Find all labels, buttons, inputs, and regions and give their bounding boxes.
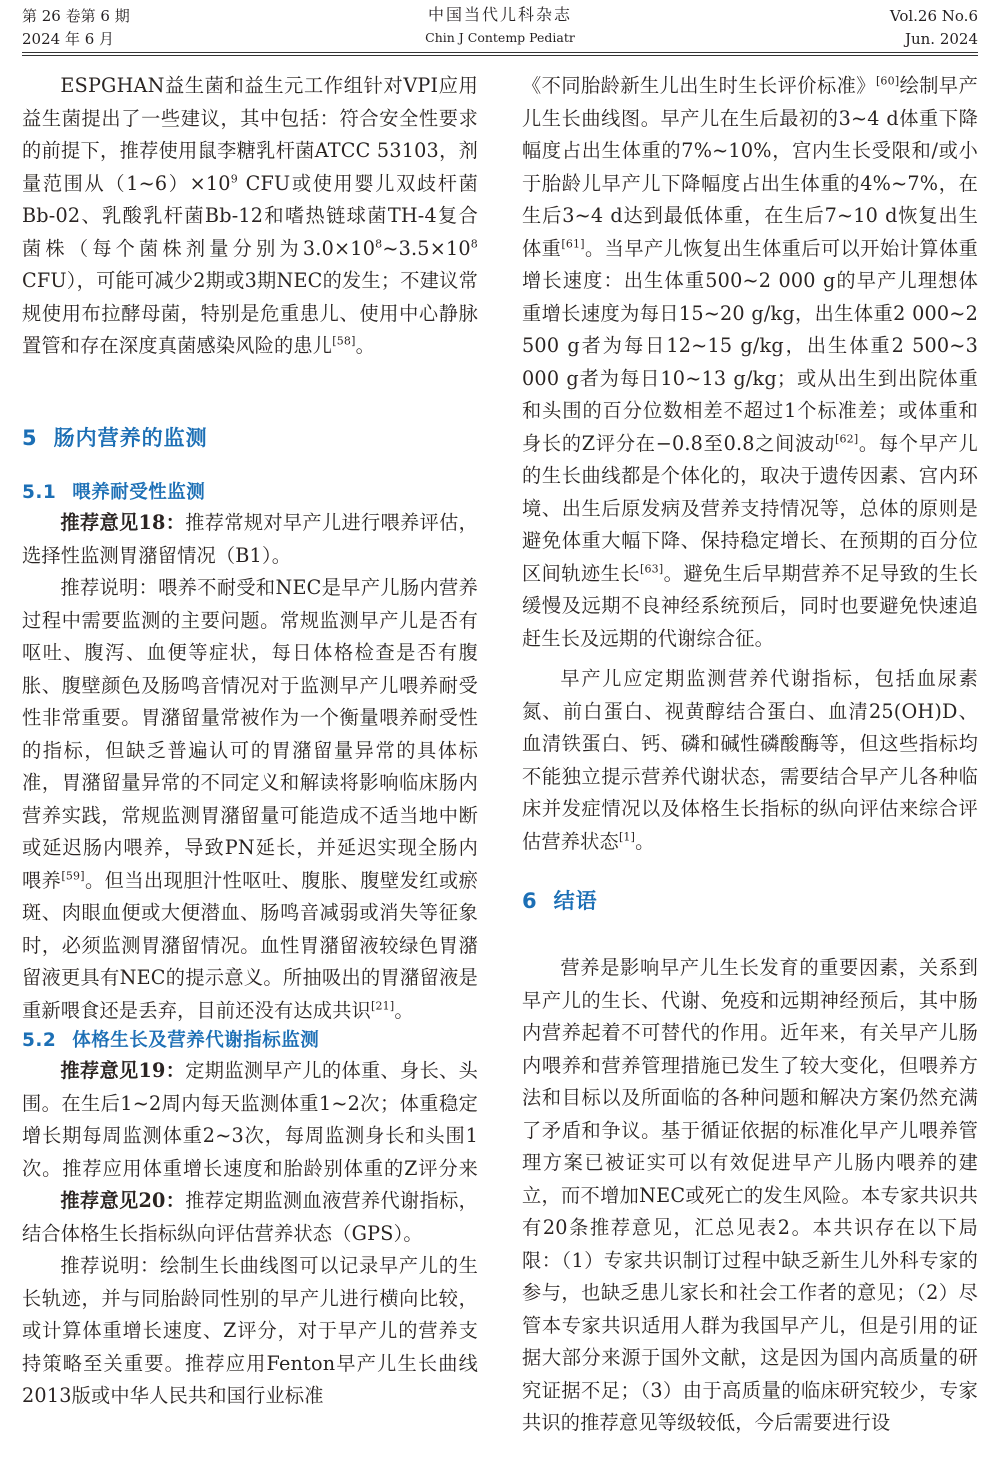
- exponent: 9: [230, 172, 238, 186]
- paragraph-feeding-tolerance: 推荐说明：喂养不耐受和NEC是早产儿肠内营养过程中需要监测的主要问题。常规监测早产儿是否有呕吐、腹泻、血便等症状，每日体格检查是否有腹胀、腹壁颜色及肠鸣音情况对于监测早产儿喂养耐受性非常重要。胃潴留量常被作为一个衡量喂养耐受性的指标，但缺乏普遍认可的胃潴留量异常的具体标准，胃潴留量异常的不同定义和解读将影响临床肠内营养实践，常规监测胃潴留量可能造成不适当地中断或延迟肠内喂养，导致PN延长，并延迟实现全肠内喂养[59]。但当出现胆汁性呕吐、腹胀、腹壁发红或瘀斑、肉眼血便或大便潜血、肠鸣音减弱或消失等征象时，必须监测胃潴留情况。血性胃潴留液较绿色胃潴留液更具有NEC的提示意义。所抽吸出的胃潴留液是重新喂食还是丢弃，目前还没有达成共识[21]。: [22, 576, 478, 1022]
- header-rule: [22, 52, 978, 53]
- journal-month-english: Jun. 2024: [904, 30, 978, 48]
- recommendation-19: 推荐意见19：定期监测早产儿的体重、身长、头围。在生后1~2周内每天监测体重1~2次；体重稳定增长期每周监测体重2~3次，每周监测身长和头围1次。推荐应用体重增长速度和胎龄别体重的Z评分来: [22, 1059, 478, 1180]
- recommendation-18: 推荐意见18：推荐常规对早产儿进行喂养评估，选择性监测胃潴留情况（B1）。: [22, 511, 478, 567]
- section-heading-6: 6 结语: [522, 889, 598, 913]
- journal-title-chinese: 中国当代儿科杂志: [427, 5, 572, 24]
- citation: [61]: [561, 237, 585, 251]
- left-column: [22, 70, 478, 1412]
- paragraph-growth-curve: 推荐说明：绘制生长曲线图可以记录早产儿的生长轨迹，并与同胎龄同性别的早产儿进行横向比较，或计算体重增长速度、Z评分，对于早产儿的营养支持策略至关重要。推荐应用Fenton早产儿生长曲线2013版或中华人民共和国行业标准: [22, 1254, 478, 1407]
- subsection-heading-5-2: 5.2 体格生长及营养代谢指标监测: [22, 1030, 320, 1051]
- citation: [63]: [639, 562, 664, 576]
- citation: [59]: [61, 869, 85, 883]
- journal-vol-no-english: Vol.26 No.6: [889, 7, 978, 25]
- paragraph-conclusion: 营养是影响早产儿生长发育的重要因素，关系到早产儿的生长、代谢、免疫和远期神经预后，其中肠内营养起着不可替代的作用。近年来，有关早产儿肠内喂养和营养管理措施已发生了较大变化，但喂养方法和目标以及所面临的各种问题和解决方案仍然充满了矛盾和争议。基于循证依据的标准化早产儿喂养管理方案已被证实可以有效促进早产儿肠内喂养的建立，而不增加NEC或死亡的发生风险。本专家共识共有20条推荐意见，汇总见表2。本共识存在以下局限：（1）专家共识制订过程中缺乏新生儿外科专家的参与，也缺乏患儿家长和社会工作者的意见；（2）尽管本专家共识适用人群为我国早产儿，但是引用的证据大部分来源于国外文献，这是因为国内高质量的研究证据不足；（3）由于高质量的临床研究较少，专家共识的推荐意见等级较低，今后需要进行设: [522, 956, 978, 1434]
- exponent: 8: [375, 237, 383, 251]
- header-rule-thin: [22, 55, 978, 56]
- journal-volume-issue: 第 26 卷第 6 期: [22, 7, 130, 25]
- section-heading-5: 5 肠内营养的监测: [22, 426, 208, 450]
- citation: [21]: [370, 999, 395, 1013]
- exponent: 8: [470, 237, 478, 251]
- paragraph-weight-gain: 《不同胎龄新生儿出生时生长评价标准》[60]绘制早产儿生长曲线图。早产儿在生后最初的3~4 d体重下降幅度占出生体重的7%~10%，宫内生长受限和/或小于胎龄儿早产儿下降幅度占出生体重的4%~7%，在生后3~4 d达到最低体重，在生后7~10 d恢复出生体重[61]。当早产儿恢复出生体重后可以开始计算体重增长速度：出生体重500~2 000 g的早产儿理想体重增长速度为每日15~20 g/kg，出生体重2 000~2 500 g者为每日12~15 g/kg，出生体重2 500~3 000 g者为每日10~13 g/kg；或从出生到出院体重和头围的百分位数相差不超过1个标准差；或体重和身长的Z评分在−0.8至0.8之间波动[62]。每个早产儿的生长曲线都是个体化的，取决于遗传因素、宫内环境、出生后原发病及营养支持情况等，总体的原则是避免体重大幅下降、保持稳定增长、在预期的百分位区间轨迹生长[63]。避免生后早期营养不足导致的生长缓慢及远期不良神经系统预后，同时也要避免快速追赶生长及远期的代谢综合征。: [522, 74, 978, 650]
- journal-title-english: Chin J Contemp Pediatr: [425, 30, 575, 45]
- subsection-heading-5-1: 5.1 喂养耐受性监测: [22, 482, 206, 503]
- citation: [1]: [618, 830, 636, 844]
- citation: [60]: [875, 74, 900, 88]
- right-column: [522, 70, 978, 1442]
- recommendation-20: 推荐意见20：推荐定期监测血液营养代谢指标，结合体格生长指标纵向评估营养状态（GPS）。: [22, 1189, 478, 1245]
- paragraph-probiotics: ESPGHAN益生菌和益生元工作组针对VPI应用益生菌提出了一些建议，其中包括：符合安全性要求的前提下，推荐使用鼠李糖乳杆菌ATCC 53103，剂量范围从$(1\sim 6)\times 10^9$ CFU或使用婴儿双歧杆菌Bb-02、乳酸乳杆菌Bb-12和嗜热链球菌TH-4复合菌株（每个菌株剂量分别为$3.0\times 10^8\sim 3.5\times 10^8$ CFU），可能可减少2期或3期NEC的发生；不建议常规使用布拉酵母菌，特别是危重患儿、使用中心静脉置管和存在深度真菌感染风险的患儿[58]。: [22, 74, 478, 357]
- paragraph-metabolic-indicators: 早产儿应定期监测营养代谢指标，包括血尿素氮、前白蛋白、视黄醇结合蛋白、血清25(OH)D、血清铁蛋白、钙、磷和碱性磷酸酶等，但这些指标均不能独立提示营养代谢状态，需要结合早产儿各种临床并发症情况以及体格生长指标的纵向评估来综合评估营养状态[1]。: [522, 667, 978, 853]
- journal-date: 2024 年 6 月: [22, 30, 115, 48]
- citation: [62]: [834, 432, 859, 446]
- citation: [58]: [332, 334, 356, 348]
